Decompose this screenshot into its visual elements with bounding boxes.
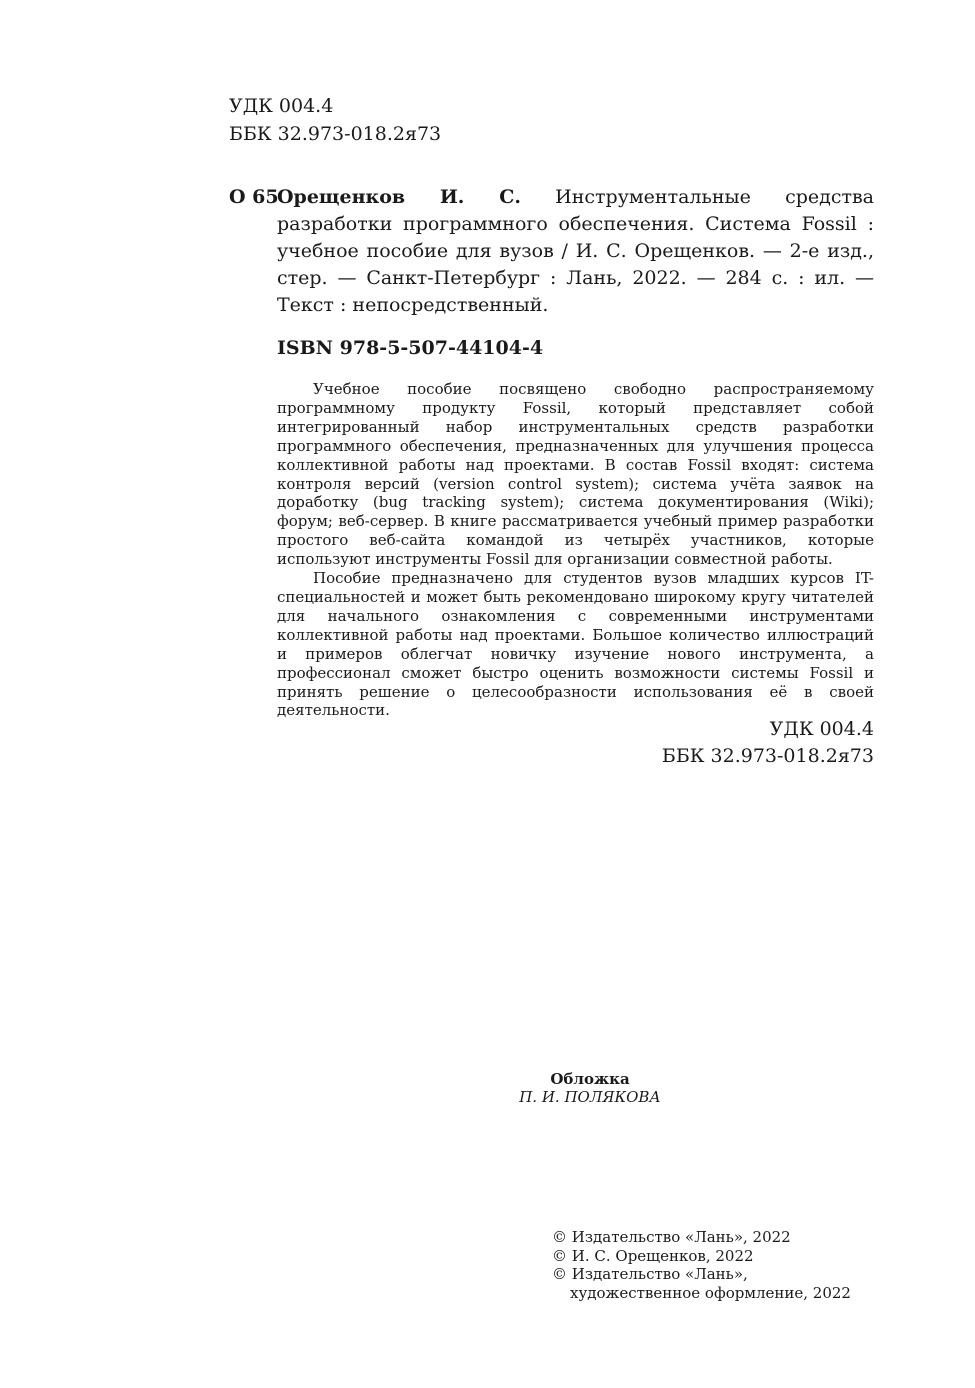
bbk-code-top: ББК 32.973-018.2я73 (229, 123, 442, 145)
entry-author: Орещенков И. С. (277, 186, 521, 208)
abstract-paragraph-2: Пособие предназначено для студентов вузов младших курсов IT-специальностей и может быть рекомендовано широкому кругу читателей для начального ознакомления с современными инструментами коллективной работы над проектами. Большое количество иллюстраций и примеров облегчат новичку изучение нового инструмента, а профессионал сможет быстро оценить возможности системы Fossil и принять решение о целесообразности использования её в своей деятельности. (277, 569, 874, 720)
author-sign: О 65 (229, 186, 279, 208)
classification-top (229, 92, 441, 148)
bibliographic-entry (277, 184, 874, 319)
abstract-paragraph-1: Учебное пособие посвящено свободно распространяемому программному продукту Fossil, который представляет собой интегрированный набор инструментальных средств разработки программного обеспечения, предназначенных для улучшения процесса коллективной работы над проектами. В состав Fossil входят: система контроля версий (version control system); система учёта заявок на доработку (bug tracking system); система документирования (Wiki); форум; веб-сервер. В книге рассматривается учебный пример разработки простого веб-сайта командой из четырёх участников, которые используют инструменты Fossil для организации совместной работы. (277, 380, 874, 569)
cover-label: Обложка (550, 1070, 630, 1088)
classification-bottom (560, 716, 874, 770)
cover-designer: П. И. ПОЛЯКОВА (519, 1088, 661, 1106)
cover-credit (440, 1070, 740, 1106)
copyright-line: © Издательство «Лань», 2022 (552, 1228, 791, 1246)
copyright-block (552, 1228, 851, 1302)
isbn: ISBN 978-5-507-44104-4 (277, 337, 544, 359)
udk-code-top: УДК 004.4 (229, 95, 334, 117)
entry-description: Инструментальные средства разработки программного обеспечения. Система Fossil : учебное пособие для вузов / И. С. Орещенков. — 2-е изд., стер. — Санкт-Петербург : Лань, 2022. — 284 с. : ил. — Текст : непосредственный. (277, 186, 874, 316)
bbk-code-bottom: ББК 32.973-018.2я73 (661, 745, 874, 767)
abstract (277, 380, 874, 720)
copyright-line: © И. С. Орещенков, 2022 (552, 1246, 754, 1265)
copyright-line: © Издательство «Лань», (552, 1265, 748, 1283)
udk-code-bottom: УДК 004.4 (769, 718, 874, 740)
copyright-line: художественное оформление, 2022 (570, 1283, 851, 1302)
